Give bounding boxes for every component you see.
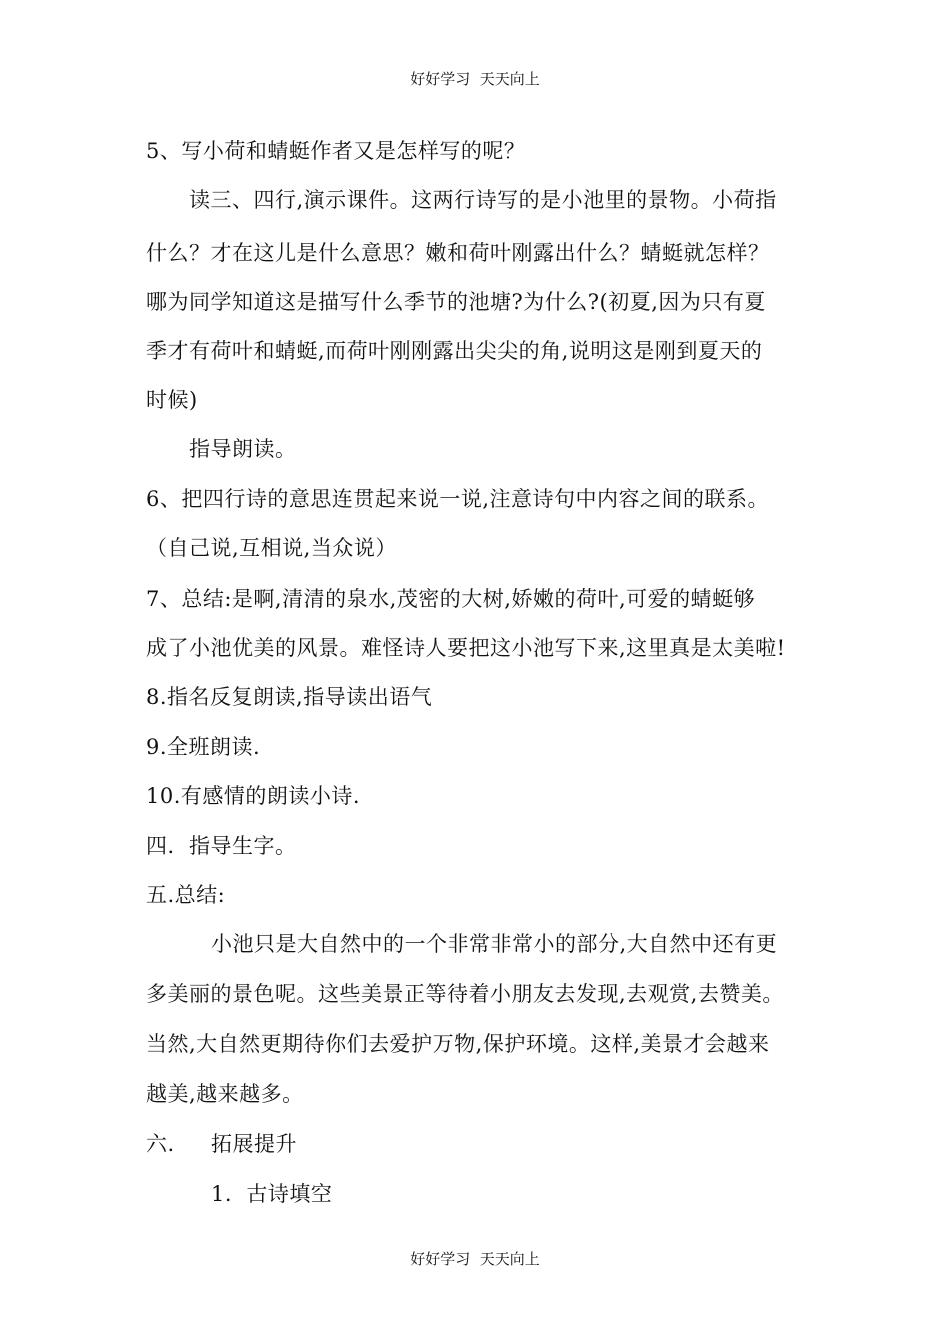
text-line: 8.指名反复朗读,指导读出语气 [146,685,433,709]
text-line: （自己说,互相说,当众说） [146,536,397,560]
section-title: 拓展提升 [211,1132,297,1156]
page-header: 好好学习 天天向上 [410,70,540,88]
text-line: 小池只是大自然中的一个非常非常小的部分,大自然中还有更 [211,932,778,956]
text-line: 成了小池优美的风景。难怪诗人要把这小池写下来,这里真是太美啦! [146,636,786,660]
text-line: 当然,大自然更期待你们去爱护万物,保护环境。这样,美景才会越来 [146,1032,770,1056]
text-line: 5、写小荷和蜻蜓作者又是怎样写的呢？ [146,139,526,163]
text-line: 四．指导生字。 [146,834,297,858]
section-number: 六. [146,1132,175,1156]
text-line: 指导朗读。 [189,437,297,461]
text-line: 多美丽的景色呢。这些美景正等待着小朋友去发现,去观赏,去赞美。 [146,982,784,1006]
text-line: 时候) [146,388,198,412]
page-footer: 好好学习 天天向上 [410,1250,540,1268]
text-line: 7、总结:是啊,清清的泉水,茂密的大树,娇嫩的荷叶,可爱的蜻蜓够 [146,587,756,611]
text-line: 哪为同学知道这是描写什么季节的池塘?为什么?(初夏,因为只有夏 [146,290,766,314]
text-line: 9.全班朗读. [146,735,261,759]
text-line: 1. 古诗填空 [211,1182,333,1206]
text-line: 10.有感情的朗读小诗. [146,784,361,808]
text-line: 五.总结: [146,883,226,907]
text-line: 越美,越来越多。 [146,1082,304,1106]
text-line: 季才有荷叶和蜻蜓,而荷叶刚刚露出尖尖的角,说明这是刚到夏天的 [146,339,763,363]
text-line: 6、把四行诗的意思连贯起来说一说,注意诗句中内容之间的联系。 [146,487,770,511]
text-line: 什么？才在这儿是什么意思？嫩和荷叶刚露出什么？蜻蜓就怎样？ [146,241,770,265]
text-line: 读三、四行,演示课件。这两行诗写的是小池里的景物。小荷指 [189,188,777,212]
